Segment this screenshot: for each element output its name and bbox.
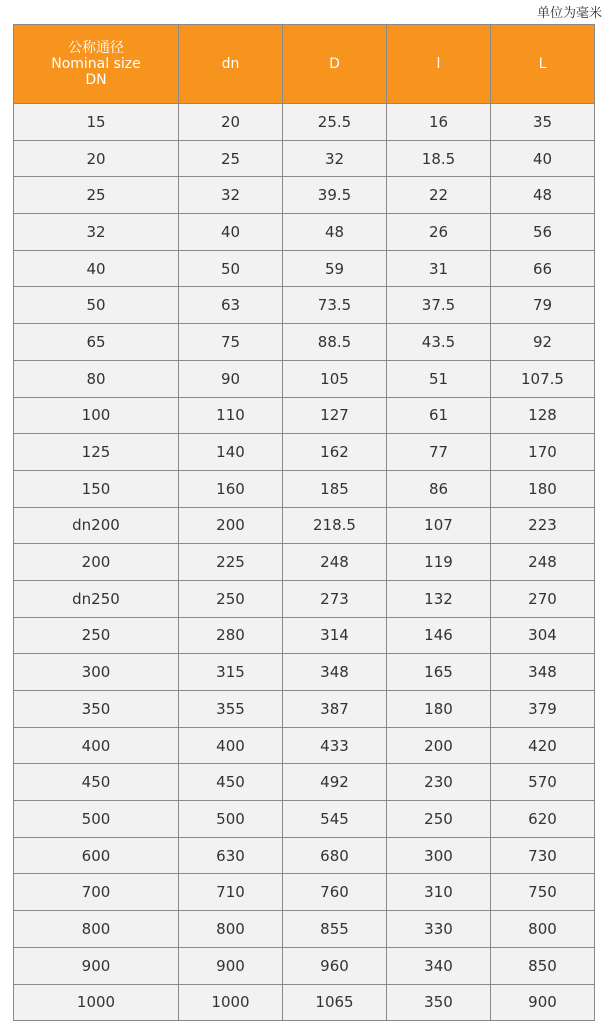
cell-l-small: 310 [387,874,491,911]
cell-d: 185 [283,470,387,507]
table-row [14,287,595,324]
cell-nominal-size: 65 [14,324,179,361]
header-dn: dn [179,25,283,104]
cell-l-small: 37.5 [387,287,491,324]
cell-l-large: 348 [491,654,595,691]
cell-l-small: 107 [387,507,491,544]
header-nominal-dn: DN [85,72,107,89]
cell-dn: 160 [179,470,283,507]
table-row [14,470,595,507]
cell-l-small: 22 [387,177,491,214]
cell-l-small: 16 [387,104,491,141]
cell-nominal-size: 20 [14,140,179,177]
cell-l-small: 119 [387,544,491,581]
cell-nominal-size: 450 [14,764,179,801]
cell-l-large: 79 [491,287,595,324]
cell-d: 314 [283,617,387,654]
cell-d: 25.5 [283,104,387,141]
cell-dn: 1000 [179,984,283,1021]
cell-d: 162 [283,434,387,471]
cell-l-small: 180 [387,691,491,728]
table-body [14,104,595,1021]
table-row [14,324,595,361]
table-row [14,214,595,251]
cell-dn: 63 [179,287,283,324]
cell-dn: 225 [179,544,283,581]
cell-d: 127 [283,397,387,434]
cell-d: 48 [283,214,387,251]
cell-l-large: 270 [491,580,595,617]
cell-l-small: 165 [387,654,491,691]
cell-dn: 710 [179,874,283,911]
cell-nominal-size: 100 [14,397,179,434]
cell-l-large: 170 [491,434,595,471]
cell-l-small: 26 [387,214,491,251]
cell-d: 545 [283,801,387,838]
table-row [14,764,595,801]
table-row [14,140,595,177]
cell-l-small: 230 [387,764,491,801]
table-row [14,507,595,544]
dimension-table [13,24,595,1021]
cell-nominal-size: 150 [14,470,179,507]
cell-l-small: 31 [387,250,491,287]
cell-dn: 280 [179,617,283,654]
cell-d: 348 [283,654,387,691]
cell-l-large: 40 [491,140,595,177]
cell-nominal-size: 25 [14,177,179,214]
cell-nominal-size: 700 [14,874,179,911]
cell-l-large: 620 [491,801,595,838]
cell-l-small: 132 [387,580,491,617]
cell-l-small: 350 [387,984,491,1021]
cell-l-small: 51 [387,360,491,397]
cell-d: 387 [283,691,387,728]
cell-l-small: 300 [387,837,491,874]
cell-l-large: 800 [491,911,595,948]
table-row [14,580,595,617]
cell-l-large: 570 [491,764,595,801]
cell-nominal-size: 1000 [14,984,179,1021]
header-nominal-size [14,25,179,104]
table-row [14,874,595,911]
cell-l-large: 900 [491,984,595,1021]
cell-dn: 32 [179,177,283,214]
header-nominal-en: Nominal size [51,55,141,72]
table-row [14,617,595,654]
cell-dn: 800 [179,911,283,948]
cell-l-large: 128 [491,397,595,434]
cell-d: 492 [283,764,387,801]
cell-l-small: 18.5 [387,140,491,177]
cell-d: 273 [283,580,387,617]
header-l-small: l [387,25,491,104]
cell-d: 855 [283,911,387,948]
table-row [14,947,595,984]
cell-nominal-size: 250 [14,617,179,654]
cell-dn: 25 [179,140,283,177]
cell-dn: 90 [179,360,283,397]
cell-dn: 630 [179,837,283,874]
table-row [14,250,595,287]
table-row [14,434,595,471]
cell-nominal-size: 125 [14,434,179,471]
cell-l-large: 223 [491,507,595,544]
cell-dn: 355 [179,691,283,728]
cell-nominal-size: 50 [14,287,179,324]
table-row [14,177,595,214]
cell-d: 960 [283,947,387,984]
cell-dn: 20 [179,104,283,141]
cell-dn: 110 [179,397,283,434]
cell-nominal-size: 800 [14,911,179,948]
cell-l-small: 61 [387,397,491,434]
cell-d: 105 [283,360,387,397]
cell-d: 32 [283,140,387,177]
header-nominal-cn: 公称通径 [68,39,124,56]
cell-l-small: 250 [387,801,491,838]
cell-l-large: 66 [491,250,595,287]
cell-l-large: 420 [491,727,595,764]
cell-d: 433 [283,727,387,764]
cell-l-small: 200 [387,727,491,764]
cell-l-large: 35 [491,104,595,141]
unit-note: 单位为毫米 [536,6,602,21]
cell-l-large: 750 [491,874,595,911]
cell-l-large: 730 [491,837,595,874]
table-row [14,397,595,434]
cell-nominal-size: 200 [14,544,179,581]
cell-nominal-size: 900 [14,947,179,984]
header-l-large: L [491,25,595,104]
cell-nominal-size: 40 [14,250,179,287]
cell-l-large: 248 [491,544,595,581]
cell-nominal-size: 600 [14,837,179,874]
cell-dn: 140 [179,434,283,471]
cell-nominal-size: 400 [14,727,179,764]
table-row [14,727,595,764]
cell-dn: 50 [179,250,283,287]
cell-dn: 900 [179,947,283,984]
cell-nominal-size: 15 [14,104,179,141]
cell-d: 88.5 [283,324,387,361]
cell-dn: 200 [179,507,283,544]
cell-l-small: 330 [387,911,491,948]
cell-dn: 400 [179,727,283,764]
cell-d: 218.5 [283,507,387,544]
cell-l-small: 146 [387,617,491,654]
table-row [14,360,595,397]
cell-l-large: 107.5 [491,360,595,397]
cell-l-small: 77 [387,434,491,471]
table-row [14,801,595,838]
cell-d: 680 [283,837,387,874]
cell-d: 39.5 [283,177,387,214]
cell-l-small: 340 [387,947,491,984]
cell-d: 73.5 [283,287,387,324]
cell-l-large: 180 [491,470,595,507]
header-row [14,25,595,104]
cell-dn: 250 [179,580,283,617]
cell-nominal-size: 32 [14,214,179,251]
cell-l-large: 92 [491,324,595,361]
cell-nominal-size: dn200 [14,507,179,544]
table-row [14,654,595,691]
cell-dn: 500 [179,801,283,838]
cell-d: 760 [283,874,387,911]
table-row [14,984,595,1021]
cell-dn: 40 [179,214,283,251]
table-row [14,104,595,141]
cell-d: 59 [283,250,387,287]
header-d: D [283,25,387,104]
cell-l-small: 86 [387,470,491,507]
cell-nominal-size: 350 [14,691,179,728]
cell-l-large: 48 [491,177,595,214]
table-row [14,691,595,728]
table-row [14,837,595,874]
cell-l-large: 304 [491,617,595,654]
cell-l-small: 43.5 [387,324,491,361]
cell-nominal-size: 500 [14,801,179,838]
cell-nominal-size: 300 [14,654,179,691]
cell-nominal-size: dn250 [14,580,179,617]
cell-dn: 75 [179,324,283,361]
table-row [14,544,595,581]
cell-d: 248 [283,544,387,581]
cell-d: 1065 [283,984,387,1021]
cell-dn: 315 [179,654,283,691]
cell-nominal-size: 80 [14,360,179,397]
cell-l-large: 850 [491,947,595,984]
cell-l-large: 56 [491,214,595,251]
cell-l-large: 379 [491,691,595,728]
table-row [14,911,595,948]
cell-dn: 450 [179,764,283,801]
